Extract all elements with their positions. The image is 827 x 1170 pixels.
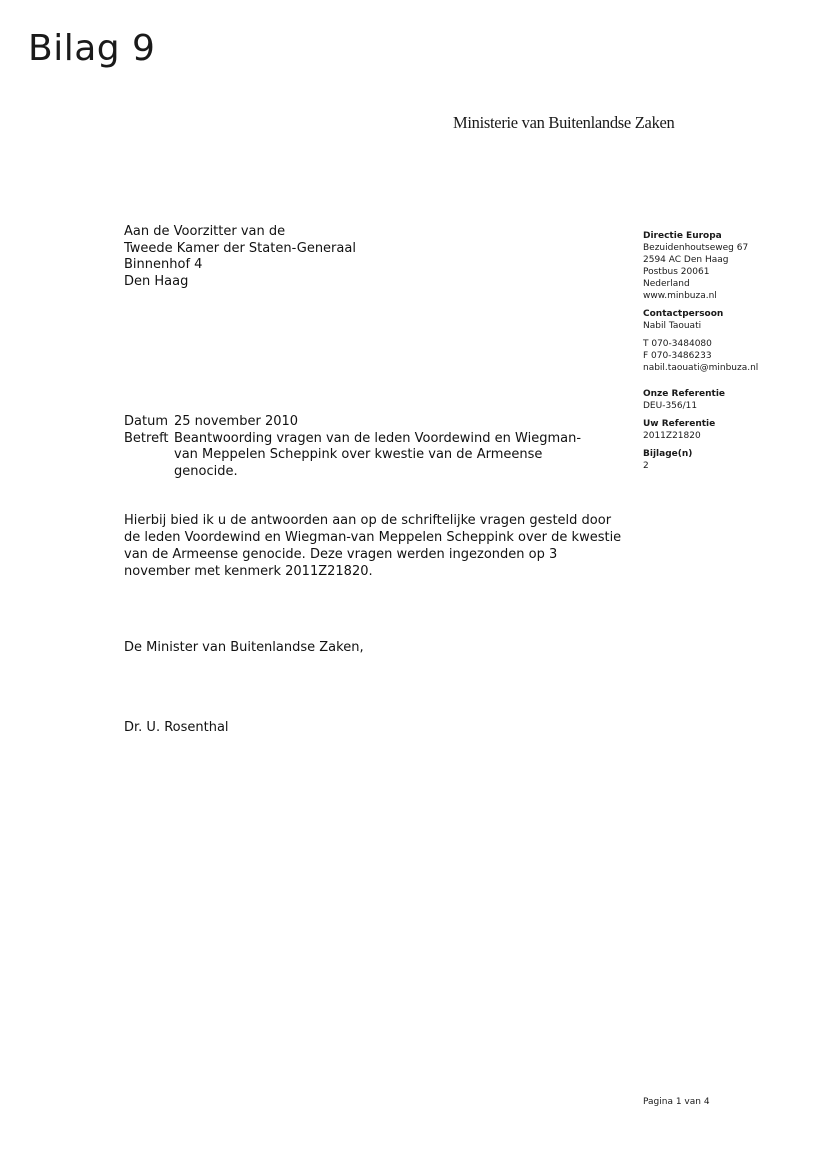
department-website: www.minbuza.nl: [643, 291, 717, 301]
department-line: Bezuidenhoutseweg 67: [643, 243, 749, 253]
recipient-line: Tweede Kamer der Staten-Generaal: [124, 240, 356, 256]
date-label: Datum: [124, 414, 168, 429]
our-reference-heading: Onze Referentie: [643, 389, 726, 399]
signer-name: Dr. U. Rosenthal: [124, 720, 229, 735]
annex-label: Bilag 9: [28, 28, 156, 69]
contact-heading: Contactpersoon: [643, 309, 724, 319]
recipient-line: Binnenhof 4: [124, 257, 203, 272]
closing-line: De Minister van Buitenlandse Zaken,: [124, 640, 364, 655]
sender-sidebar: [643, 230, 758, 472]
our-reference-value: DEU-356/11: [643, 401, 698, 411]
date-value: 25 november 2010: [174, 414, 299, 429]
contact-name: Nabil Taouati: [643, 321, 702, 331]
date-row: [124, 414, 604, 431]
attachments-count: 2: [643, 461, 649, 471]
subject-row: [124, 431, 604, 481]
recipient-line: Aan de Voorzitter van de: [124, 224, 286, 239]
contact-fax: F 070-3486233: [643, 351, 712, 361]
letter-body: Hierbij bied ik u de antwoorden aan op de schriftelijke vragen gesteld door de leden Voordewind en Wiegman-van Meppelen Scheppink over de kwestie van de Armeense genocide. Deze vragen werden ingezonden op 3 november met kenmerk 2011Z21820.: [124, 513, 622, 579]
ministry-letterhead: Ministerie van Buitenlandse Zaken: [453, 113, 675, 132]
department-line: Postbus 20061: [643, 267, 710, 277]
contact-phone: T 070-3484080: [643, 339, 712, 349]
department-heading: Directie Europa: [643, 231, 722, 241]
letter-meta: [124, 414, 604, 480]
attachments-heading: Bijlage(n): [643, 449, 693, 459]
subject-value: Beantwoording vragen van de leden Voordewind en Wiegman-van Meppelen Scheppink over kwestie van de Armeense genocide.: [174, 430, 582, 479]
department-line: Nederland: [643, 279, 690, 289]
contact-email: nabil.taouati@minbuza.nl: [643, 363, 759, 373]
recipient-line: Den Haag: [124, 273, 189, 289]
your-reference-heading: Uw Referentie: [643, 419, 716, 429]
your-reference-value: 2011Z21820: [643, 431, 701, 441]
recipient-address: [124, 224, 356, 290]
page-number: Pagina 1 van 4: [643, 1097, 710, 1107]
subject-label: Betreft: [124, 430, 169, 446]
department-line: 2594 AC Den Haag: [643, 255, 729, 265]
